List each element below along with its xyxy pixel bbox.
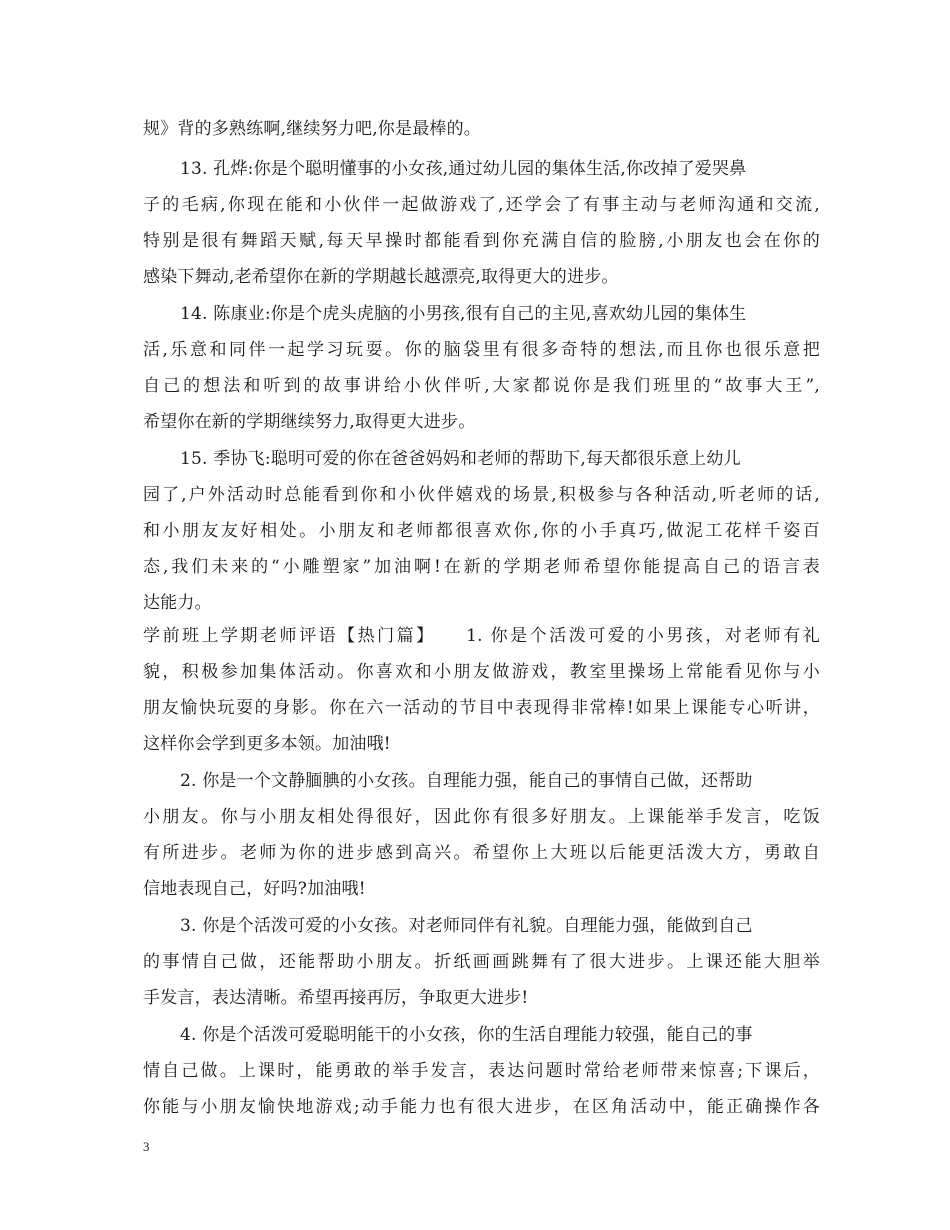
- paragraph-14-line: 14. 陈康业:你是个虎头虎脑的小男孩,很有自己的主见,喜欢幼儿园的集体生: [180, 304, 747, 324]
- text-line: 手发言，表达清晰。希望再接再厉，争取更大进步!: [143, 988, 529, 1008]
- paragraph-4-line: 4. 你是个活泼可爱聪明能干的小女孩，你的生活自理能力较强，能自己的事: [180, 1025, 753, 1045]
- text-line: 你能与小朋友愉快地游戏;动手能力也有很大进步，在区角活动中，能正确操作各: [143, 1097, 820, 1117]
- text-line: 信地表现自己，好吗?加油哦!: [143, 879, 366, 899]
- text-line: 园了,户外活动时总能看到你和小伙伴嬉戏的场景,积极参与各种活动,听老师的话,: [143, 485, 820, 505]
- paragraph-13-line: 13. 孔烨:你是个聪明懂事的小女孩,通过幼儿园的集体生活,你改掉了爱哭鼻: [180, 159, 747, 179]
- text-line: 和小朋友友好相处。小朋友和老师都很喜欢你,你的小手真巧,做泥工花样千姿百: [143, 521, 820, 541]
- text-line: 感染下舞动,老希望你在新的学期越长越漂亮,取得更大的进步。: [143, 267, 619, 287]
- paragraph-3-line: 3. 你是个活泼可爱的小女孩。对老师同伴有礼貌。自理能力强，能做到自己: [180, 916, 753, 936]
- text-line: 朋友愉快玩耍的身影。你在六一活动的节目中表现得非常棒!如果上课能专心听讲，: [143, 698, 820, 718]
- text-line: 这样你会学到更多本领。加油哦!: [143, 734, 391, 754]
- text-line: 有所进步。老师为你的进步感到高兴。希望你上大班以后能更活泼大方，勇敢自: [143, 843, 820, 863]
- text-line: 规》背的多熟练啊,继续努力吧,你是最棒的。: [143, 119, 482, 139]
- text-line: 希望你在新的学期继续努力,取得更大进步。: [143, 412, 476, 432]
- text-line: 貌，积极参加集体活动。你喜欢和小朋友做游戏，教室里操场上常能看见你与小: [143, 662, 820, 682]
- text-line: 活,乐意和同伴一起学习玩耍。你的脑袋里有很多奇特的想法,而且你也很乐意把: [143, 340, 820, 360]
- text-line: 特别是很有舞蹈天赋,每天早操时都能看到你充满自信的脸膀,小朋友也会在你的: [143, 231, 820, 251]
- text-line: 达能力。: [143, 593, 212, 613]
- text-line: 的事情自己做，还能帮助小朋友。折纸画画跳舞有了很大进步。上课还能大胆举: [143, 952, 820, 972]
- text-line: 情自己做。上课时，能勇敢的举手发言，表达问题时常给老师带来惊喜;下课后，: [143, 1061, 820, 1081]
- text-line: 态,我们未来的“小雕塑家”加油啊!在新的学期老师希望你能提高自己的语言表: [143, 557, 820, 577]
- text-line: 小朋友。你与小朋友相处得很好，因此你有很多好朋友。上课能举手发言，吃饭: [143, 807, 820, 827]
- paragraph-15-line: 15. 季协飞:聪明可爱的你在爸爸妈妈和老师的帮助下,每天都很乐意上幼儿: [180, 449, 741, 469]
- text-line: 子的毛病,你现在能和小伙伴一起做游戏了,还学会了有事主动与老师沟通和交流,: [143, 195, 820, 215]
- text-line: 自己的想法和听到的故事讲给小伙伴听,大家都说你是我们班里的“故事大王”,: [143, 376, 820, 396]
- section-heading-line: 学前班上学期老师评语【热门篇】 1. 你是个活泼可爱的小男孩，对老师有礼: [143, 626, 820, 646]
- paragraph-2-line: 2. 你是一个文静腼腆的小女孩。自理能力强，能自己的事情自己做，还帮助: [180, 771, 753, 791]
- page-number: 3: [143, 1139, 150, 1154]
